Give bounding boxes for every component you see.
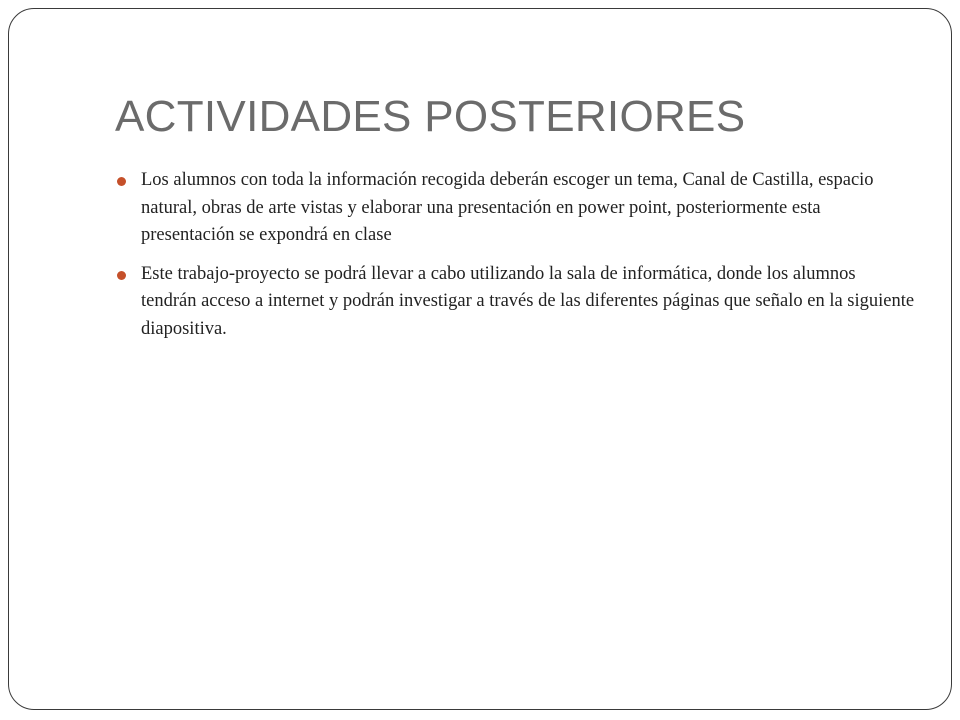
bullet-text: Este trabajo-proyecto se podrá llevar a cabo utilizando la sala de informática, donde los alumnos tendrán acceso a internet y podrán investigar a través de las diferentes páginas que señalo en la siguiente diapositiva. <box>141 263 915 339</box>
bullet-icon <box>117 271 126 280</box>
list-item <box>115 261 915 344</box>
bullet-icon <box>117 177 126 186</box>
slide-frame <box>8 8 952 710</box>
bullet-list <box>115 167 915 354</box>
list-item <box>115 167 915 250</box>
bullet-text: Los alumnos con toda la información recogida deberán escoger un tema, Canal de Castilla, espacio natural, obras de arte vistas y elaborar una presentación en power point, posteriormente esta presentación se expondrá en clase <box>141 170 874 245</box>
slide-title: ACTIVIDADES POSTERIORES <box>115 92 746 141</box>
